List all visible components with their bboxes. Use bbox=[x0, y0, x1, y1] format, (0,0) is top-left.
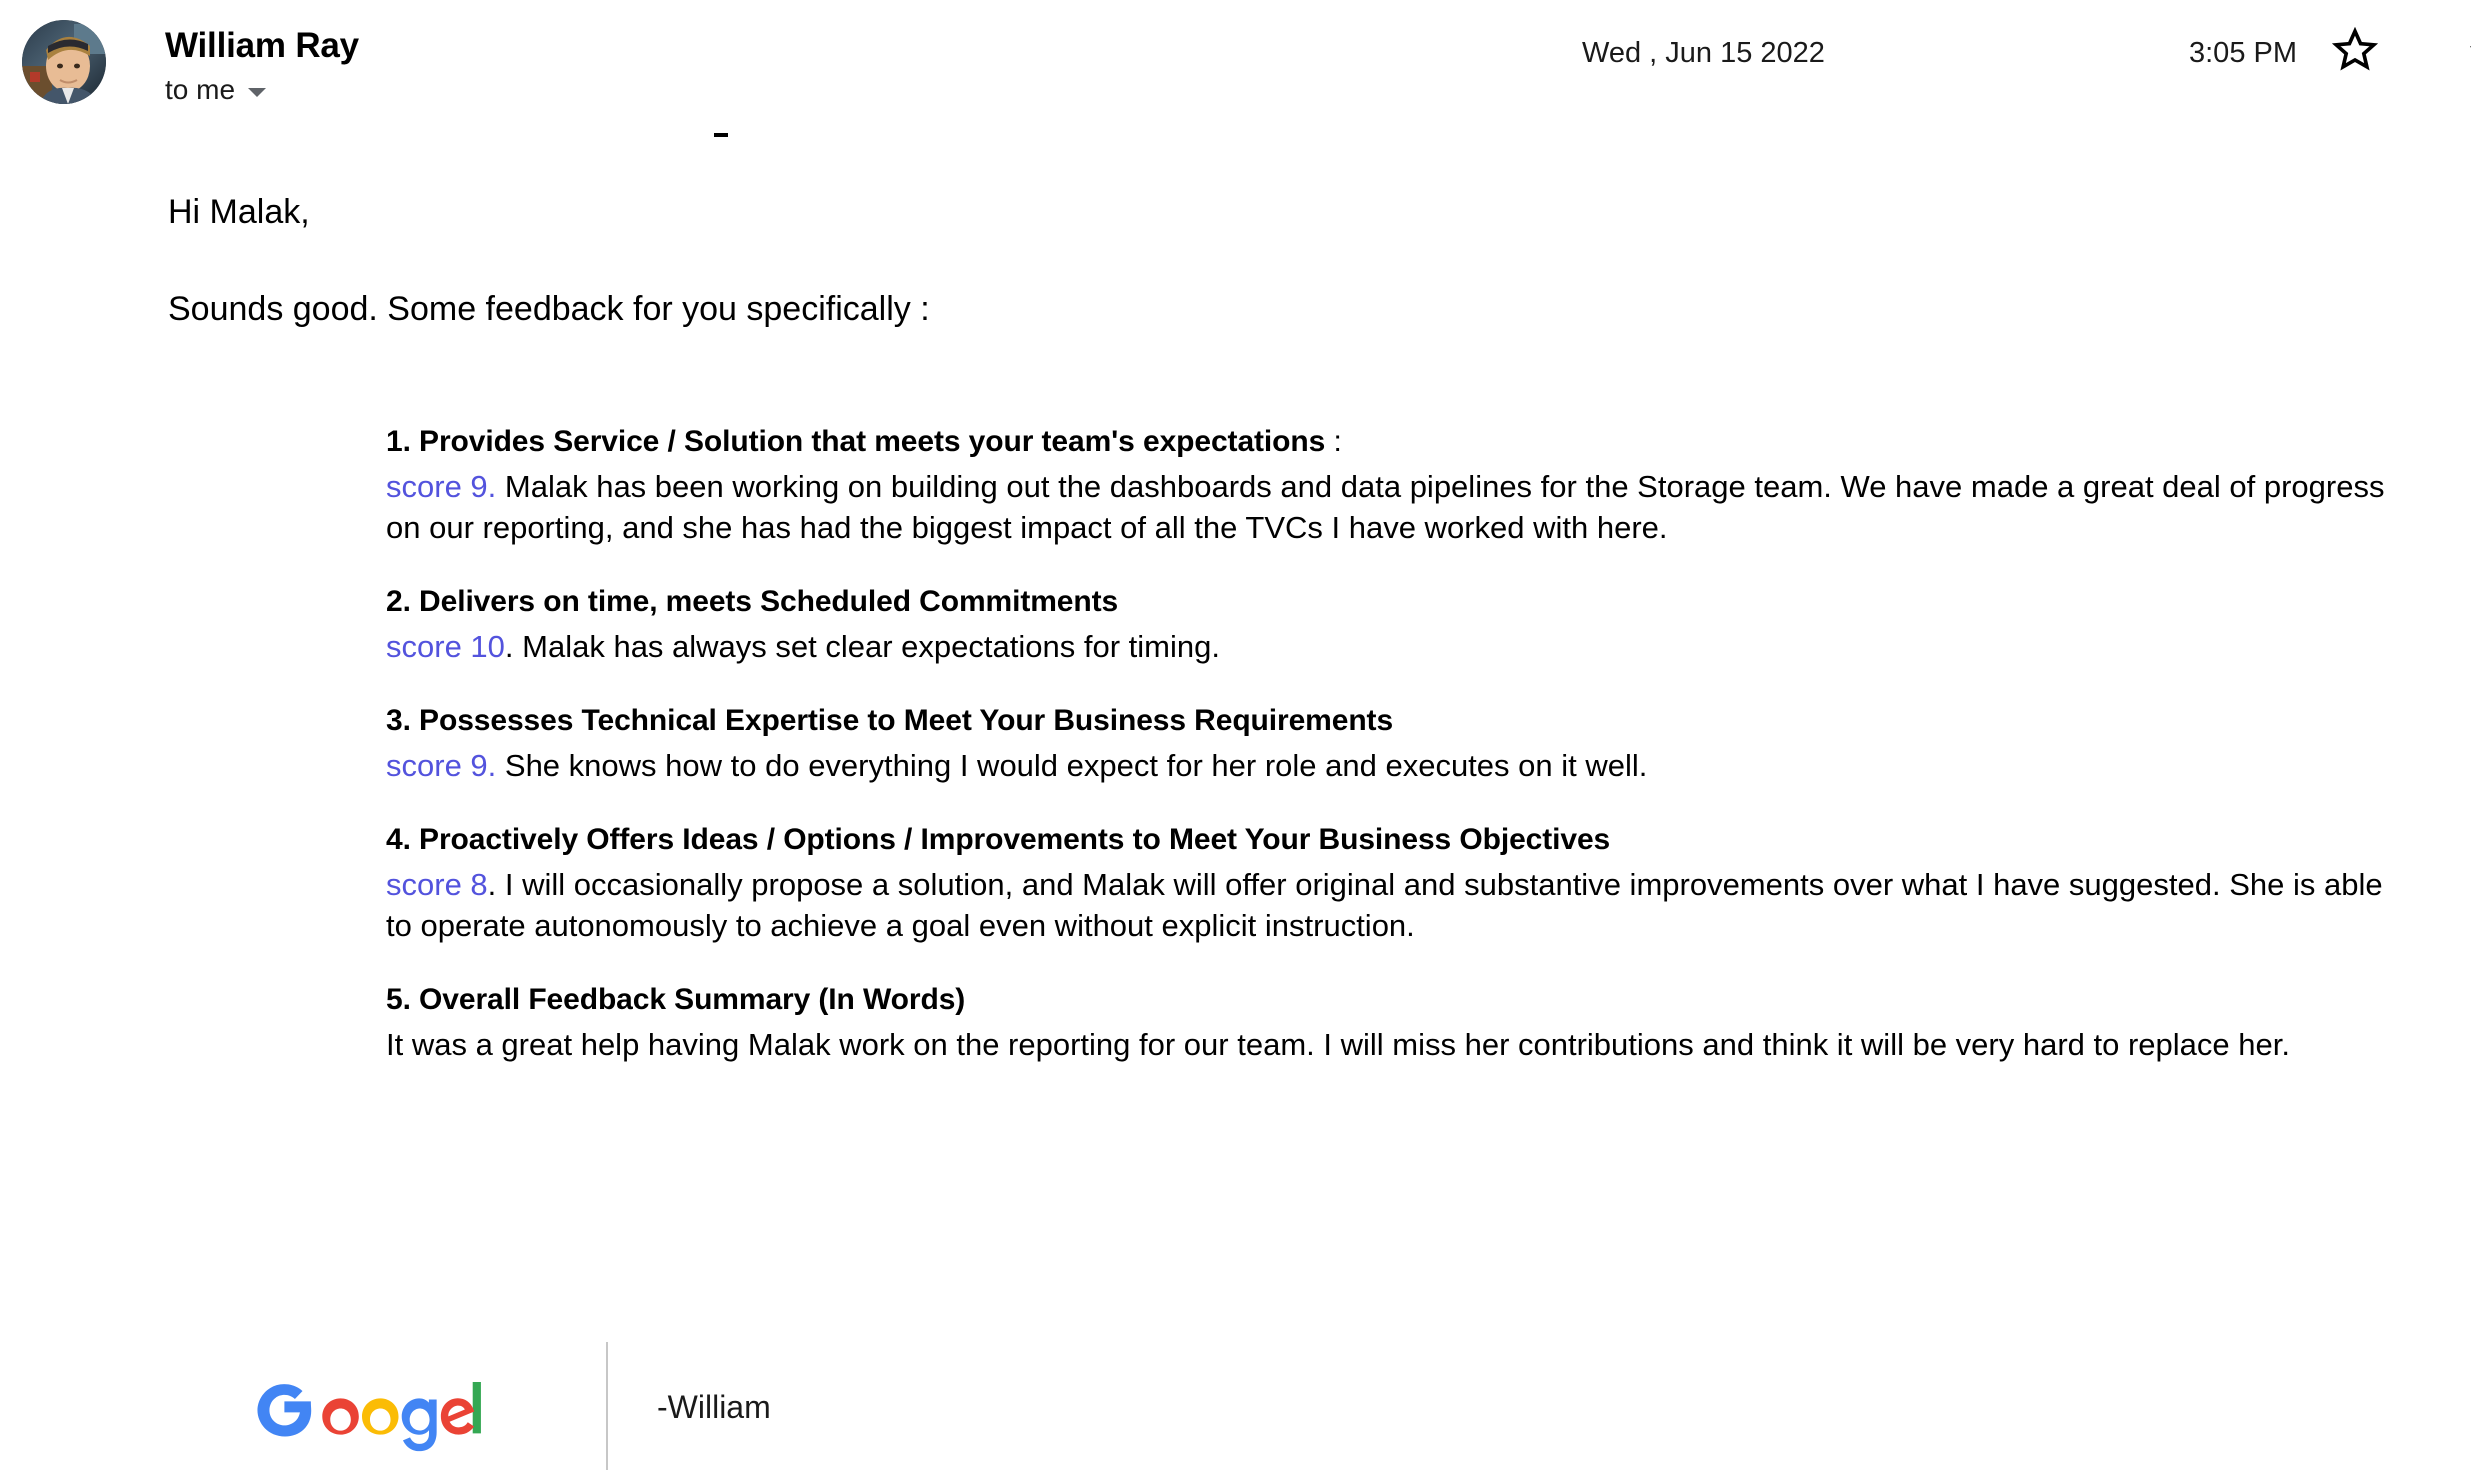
feedback-comment: It was a great help having Malak work on the reporting for our team. I will miss her contributions and think it will be very hard to replace her. bbox=[386, 1027, 2290, 1062]
score-value: score 9. bbox=[386, 469, 497, 504]
feedback-heading-text: 2. Delivers on time, meets Scheduled Commitments bbox=[386, 585, 1119, 618]
recipient-row[interactable] bbox=[165, 75, 359, 105]
sender-name[interactable]: William Ray bbox=[165, 26, 359, 65]
feedback-heading bbox=[386, 422, 2396, 462]
email-date: Wed , Jun 15 2022 bbox=[1582, 37, 1825, 69]
feedback-heading bbox=[386, 582, 2396, 622]
avatar-image bbox=[22, 20, 106, 104]
feedback-item bbox=[386, 701, 2396, 786]
reply-button[interactable] bbox=[2459, 22, 2471, 78]
feedback-heading bbox=[386, 980, 2396, 1020]
header-meta bbox=[1541, 36, 2471, 96]
avatar[interactable] bbox=[22, 20, 106, 104]
email-header bbox=[0, 0, 2471, 120]
feedback-heading-text: 5. Overall Feedback Summary (In Words) bbox=[386, 983, 966, 1016]
sender-block bbox=[165, 26, 359, 105]
feedback-item bbox=[386, 820, 2396, 946]
google-logo bbox=[243, 1352, 565, 1457]
score-value: score 8 bbox=[386, 867, 488, 902]
intro-line: Sounds good. Some feedback for you specifically : bbox=[168, 290, 930, 328]
feedback-text bbox=[386, 626, 2394, 667]
feedback-heading-suffix: : bbox=[1325, 425, 1342, 458]
feedback-heading-text: 3. Possesses Technical Expertise to Meet Your Business Requirements bbox=[386, 704, 1394, 737]
score-trailing: . bbox=[504, 629, 514, 664]
feedback-heading-text: 1. Provides Service / Solution that meets your team's expectations bbox=[386, 425, 1326, 458]
feedback-text bbox=[386, 1024, 2394, 1065]
feedback-item bbox=[386, 980, 2396, 1065]
stray-mark bbox=[714, 133, 728, 137]
feedback-text bbox=[386, 466, 2394, 548]
recipient-label: to me bbox=[165, 74, 236, 105]
feedback-comment: I will occasionally propose a solution, and Malak will offer original and substantive improvements over what I have suggested. She is able to operate autonomously to achieve a goal even without explicit instruction. bbox=[386, 867, 2383, 943]
feedback-text bbox=[386, 745, 2394, 786]
signature-divider bbox=[606, 1342, 608, 1470]
feedback-text bbox=[386, 864, 2394, 946]
feedback-heading-text: 4. Proactively Offers Ideas / Options / Improvements to Meet Your Business Objectives bbox=[386, 823, 1611, 856]
email-time: 3:05 PM bbox=[2189, 37, 2297, 69]
feedback-list bbox=[386, 422, 2396, 1065]
feedback-item bbox=[386, 422, 2396, 548]
signature-name: -William bbox=[657, 1389, 771, 1425]
score-value: score 10 bbox=[386, 629, 505, 664]
feedback-heading bbox=[386, 820, 2396, 860]
feedback-item bbox=[386, 582, 2396, 667]
feedback-heading bbox=[386, 701, 2396, 741]
feedback-comment: Malak has been working on building out the dashboards and data pipelines for the Storage team. We have made a great deal of progress on our reporting, and she has had the biggest impact of all the TVCs I have worked with here. bbox=[386, 469, 2385, 545]
chevron-down-icon[interactable] bbox=[248, 88, 266, 97]
star-button[interactable] bbox=[2327, 22, 2383, 78]
greeting-line: Hi Malak, bbox=[168, 193, 310, 231]
score-trailing: . bbox=[487, 867, 497, 902]
feedback-comment: She knows how to do everything I would expect for her role and executes on it well. bbox=[496, 748, 1648, 783]
score-value: score 9. bbox=[386, 748, 497, 783]
reply-icon bbox=[2463, 26, 2471, 74]
google-logo-icon bbox=[243, 1352, 565, 1457]
feedback-comment: Malak has always set clear expectations for timing. bbox=[513, 629, 1220, 664]
star-icon bbox=[2332, 27, 2378, 73]
